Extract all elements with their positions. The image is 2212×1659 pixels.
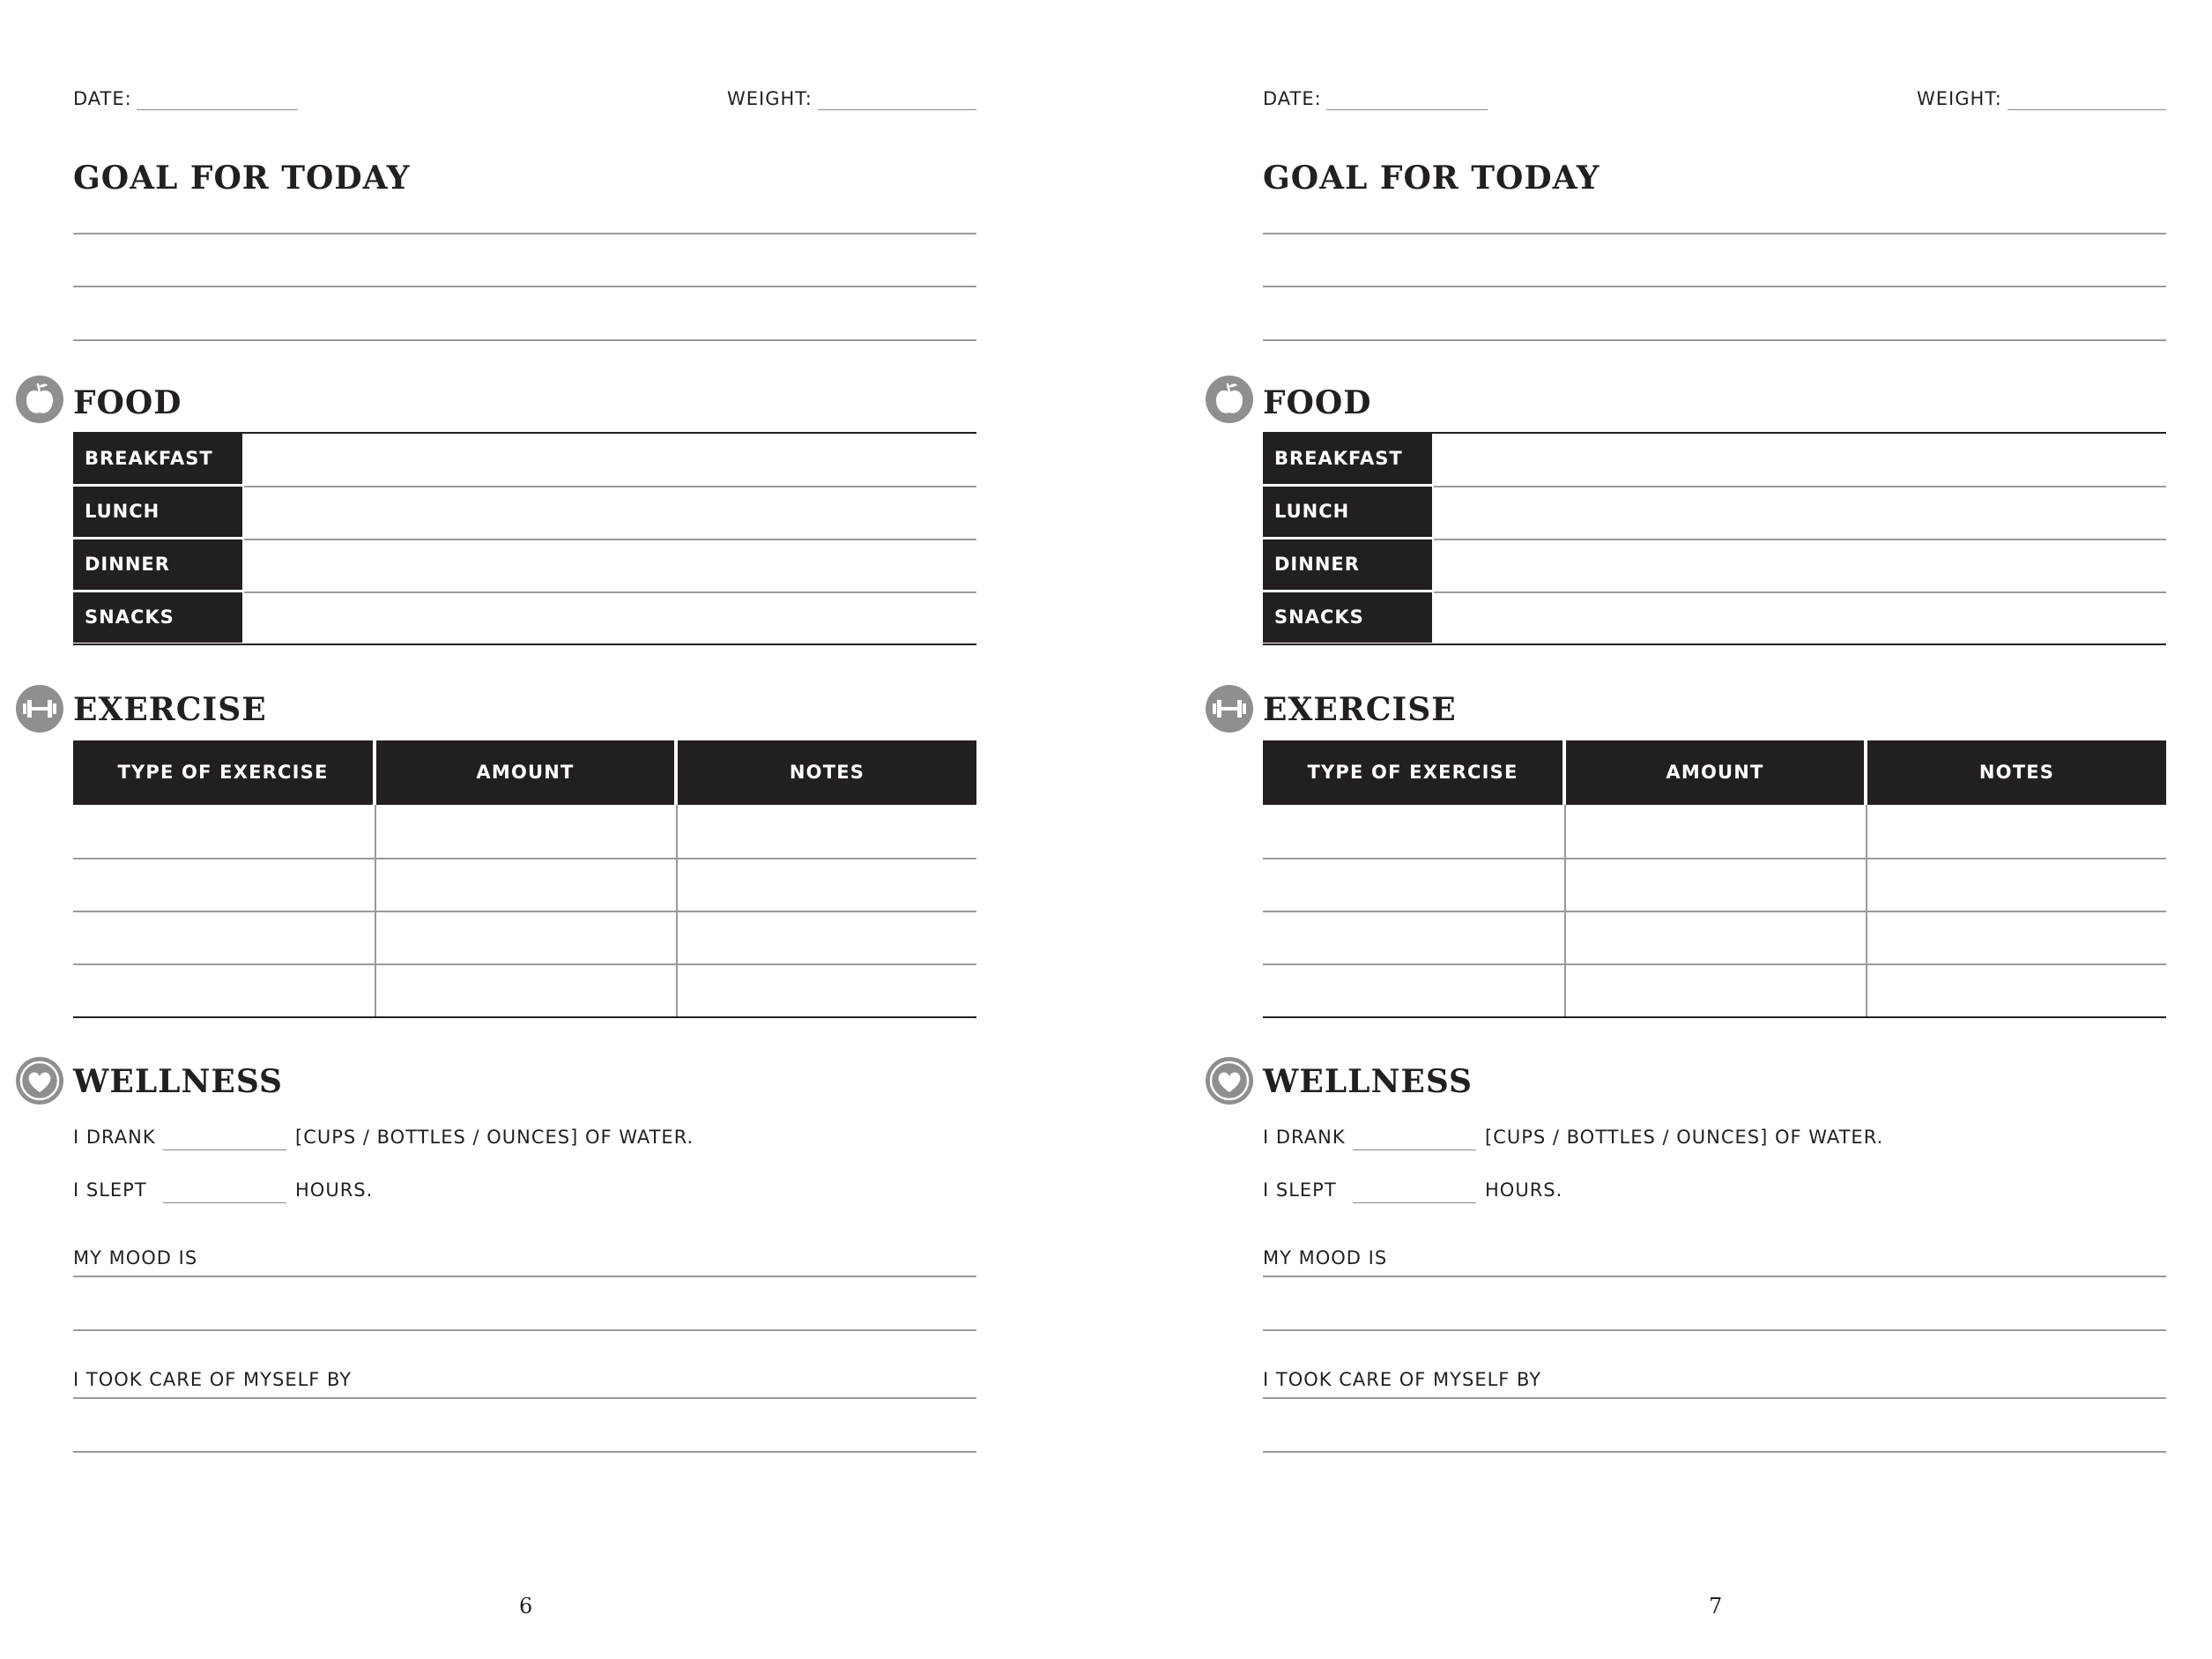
mood-line[interactable]: [73, 1276, 976, 1277]
food-heading: FOOD: [1263, 384, 1372, 421]
exercise-column-header: NOTES: [678, 740, 976, 805]
food-bottom-rule: [1263, 644, 2166, 645]
food-entry-field[interactable]: [1434, 592, 2166, 643]
food-entry-field[interactable]: [1434, 487, 2166, 537]
water-prefix: I DRANK: [1263, 1127, 1346, 1148]
weight-label: WEIGHT:: [1917, 88, 2002, 109]
apple-icon: [16, 376, 63, 423]
food-row-label: SNACKS: [73, 592, 242, 643]
food-row-label: BREAKFAST: [1263, 434, 1432, 484]
exercise-cell[interactable]: [1566, 964, 1864, 1015]
date-label: DATE:: [1263, 88, 1322, 109]
date-field[interactable]: [1326, 109, 1488, 110]
exercise-cell[interactable]: [1263, 964, 1563, 1015]
exercise-column-header: TYPE OF EXERCISE: [1263, 740, 1563, 805]
exercise-heading: EXERCISE: [73, 691, 267, 728]
food-entry-field[interactable]: [244, 434, 976, 484]
water-field[interactable]: [163, 1149, 286, 1150]
goal-line[interactable]: [1263, 339, 2166, 341]
sleep-suffix: HOURS.: [295, 1179, 374, 1201]
date-field[interactable]: [137, 109, 298, 110]
food-row-label: BREAKFAST: [73, 434, 242, 484]
water-suffix: [CUPS / BOTTLES / OUNCES] OF WATER.: [295, 1127, 694, 1148]
food-entry-field[interactable]: [1434, 539, 2166, 590]
exercise-cell[interactable]: [1566, 911, 1864, 963]
exercise-column-header: TYPE OF EXERCISE: [73, 740, 373, 805]
water-suffix: [CUPS / BOTTLES / OUNCES] OF WATER.: [1485, 1127, 1884, 1148]
exercise-cell[interactable]: [73, 911, 373, 963]
exercise-cell[interactable]: [376, 859, 674, 910]
self-care-line[interactable]: [73, 1451, 976, 1453]
goal-heading: GOAL FOR TODAY: [1263, 160, 1600, 197]
goal-line[interactable]: [1263, 286, 2166, 287]
weight-label: WEIGHT:: [727, 88, 813, 109]
self-care-label: I TOOK CARE OF MYSELF BY: [1263, 1369, 1542, 1390]
exercise-cell[interactable]: [376, 911, 674, 963]
exercise-column-header: AMOUNT: [376, 740, 674, 805]
food-row-label: LUNCH: [1263, 487, 1432, 537]
exercise-cell[interactable]: [73, 806, 373, 857]
food-bottom-rule: [73, 644, 976, 645]
exercise-bottom-rule: [73, 1016, 976, 1018]
goal-line[interactable]: [73, 339, 976, 341]
page-number: 6: [519, 1594, 533, 1618]
self-care-line[interactable]: [73, 1397, 976, 1399]
food-row-divider: [1434, 486, 2166, 487]
exercise-cell[interactable]: [1867, 806, 2166, 857]
mood-label: MY MOOD IS: [73, 1247, 198, 1268]
food-row-label: DINNER: [1263, 539, 1432, 590]
heart-icon: [16, 1057, 63, 1105]
wellness-heading: WELLNESS: [1263, 1063, 1473, 1100]
goal-line[interactable]: [73, 233, 976, 234]
exercise-cell[interactable]: [678, 859, 976, 910]
sleep-prefix: I SLEPT: [1263, 1179, 1337, 1201]
date-label: DATE:: [73, 88, 132, 109]
exercise-heading: EXERCISE: [1263, 691, 1457, 728]
exercise-cell[interactable]: [1566, 806, 1864, 857]
exercise-cell[interactable]: [1263, 911, 1563, 963]
goal-heading: GOAL FOR TODAY: [73, 160, 411, 197]
sleep-field[interactable]: [163, 1202, 286, 1203]
food-entry-field[interactable]: [1434, 434, 2166, 484]
exercise-cell[interactable]: [73, 964, 373, 1015]
weight-field[interactable]: [2008, 109, 2166, 110]
self-care-line[interactable]: [1263, 1397, 2166, 1399]
exercise-cell[interactable]: [376, 964, 674, 1015]
apple-icon: [1206, 376, 1253, 423]
exercise-cell[interactable]: [73, 859, 373, 910]
exercise-cell[interactable]: [1867, 964, 2166, 1015]
exercise-cell[interactable]: [376, 806, 674, 857]
exercise-cell[interactable]: [1263, 859, 1563, 910]
exercise-column-header: AMOUNT: [1566, 740, 1864, 805]
mood-line[interactable]: [1263, 1276, 2166, 1277]
mood-label: MY MOOD IS: [1263, 1247, 1388, 1268]
food-heading: FOOD: [73, 384, 182, 421]
food-entry-field[interactable]: [244, 487, 976, 537]
dumbbell-icon: [16, 685, 63, 733]
sleep-suffix: HOURS.: [1485, 1179, 1563, 1201]
exercise-cell[interactable]: [678, 806, 976, 857]
exercise-column-header: NOTES: [1867, 740, 2166, 805]
food-row-divider: [244, 591, 976, 593]
food-row-label: DINNER: [73, 539, 242, 590]
weight-field[interactable]: [818, 109, 976, 110]
journal-page: [1190, 0, 2212, 1659]
dumbbell-icon: [1206, 685, 1253, 733]
exercise-cell[interactable]: [1566, 859, 1864, 910]
exercise-cell[interactable]: [678, 964, 976, 1015]
page-number: 7: [1709, 1594, 1723, 1618]
food-row-label: SNACKS: [1263, 592, 1432, 643]
food-entry-field[interactable]: [244, 592, 976, 643]
goal-line[interactable]: [73, 286, 976, 287]
food-row-label: LUNCH: [73, 487, 242, 537]
food-row-divider: [244, 539, 976, 540]
exercise-cell[interactable]: [1263, 806, 1563, 857]
exercise-cell[interactable]: [1867, 859, 2166, 910]
food-entry-field[interactable]: [244, 539, 976, 590]
self-care-line[interactable]: [1263, 1451, 2166, 1453]
exercise-cell[interactable]: [678, 911, 976, 963]
food-row-divider: [1434, 591, 2166, 593]
exercise-bottom-rule: [1263, 1016, 2166, 1018]
sleep-prefix: I SLEPT: [73, 1179, 147, 1201]
exercise-cell[interactable]: [1867, 911, 2166, 963]
heart-icon: [1206, 1057, 1253, 1105]
food-row-divider: [244, 486, 976, 487]
food-row-divider: [1434, 539, 2166, 540]
water-prefix: I DRANK: [73, 1127, 156, 1148]
mood-line[interactable]: [1263, 1329, 2166, 1331]
goal-line[interactable]: [1263, 233, 2166, 234]
sleep-field[interactable]: [1353, 1202, 1476, 1203]
water-field[interactable]: [1353, 1149, 1476, 1150]
wellness-heading: WELLNESS: [73, 1063, 284, 1100]
self-care-label: I TOOK CARE OF MYSELF BY: [73, 1369, 353, 1390]
mood-line[interactable]: [73, 1329, 976, 1331]
